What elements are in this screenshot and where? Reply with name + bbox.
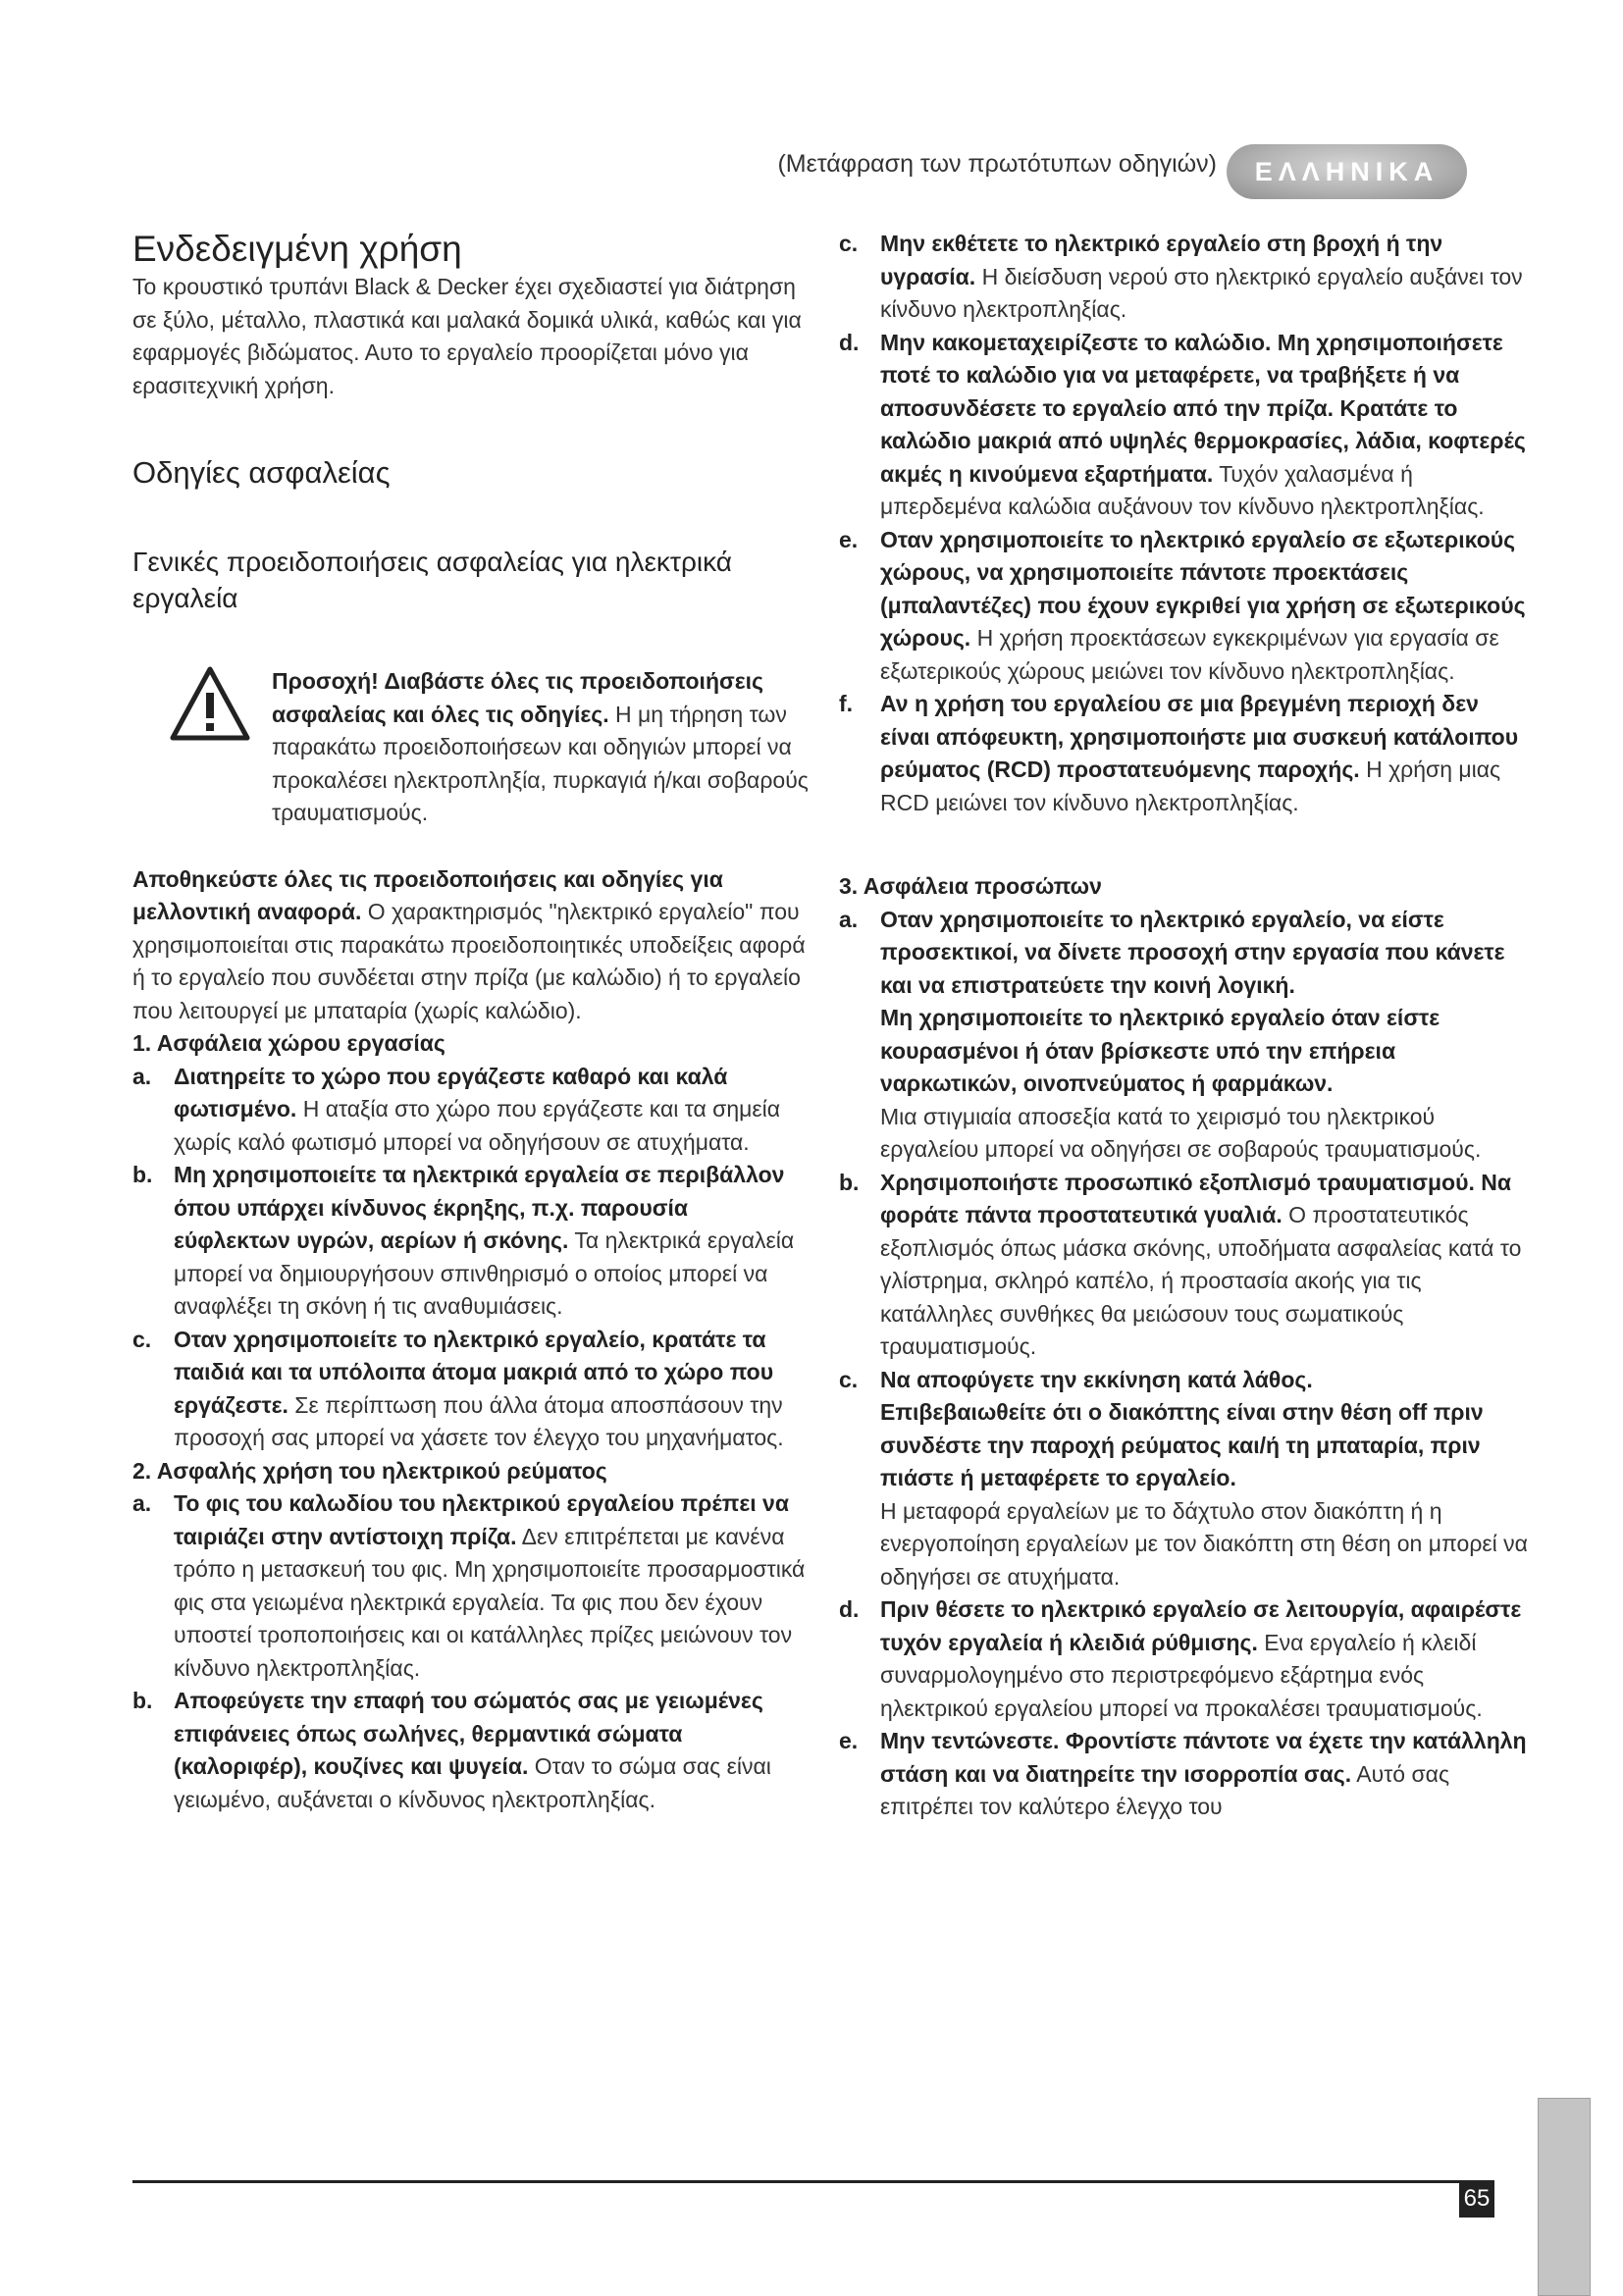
list-item	[132, 1685, 810, 1816]
item-bold: Αποφεύγετε την επαφή του σώματός σας με γειωμένες επιφάνειες όπως σωλήνες, θερμαντικά σώματα (καλοριφέρ), κουζίνες και ψυγεία.	[174, 1688, 763, 1779]
item-text: Η διείσδυση νερού στο ηλεκτρικό εργαλείο αυξάνει τον κίνδυνο ηλεκτροπληξίας.	[880, 263, 1523, 322]
warning-text	[262, 665, 810, 830]
general-warnings-title: Γενικές προειδοποιήσεις ασφαλείας για ηλεκτρικά εργαλεία	[132, 547, 732, 613]
item-bold: Μη χρησιμοποιείτε τα ηλεκτρικά εργαλεία σε περιβάλλον όπου υπάρχει κίνδυνος έκρηξης, π.χ. παρουσία εύφλεκτων υγρών, αερίων ή σκόνης.	[174, 1162, 785, 1253]
item-letter: a.	[132, 1490, 152, 1516]
item-bold: Οταν χρησιμοποιείτε το ηλεκτρικό εργαλείο, να είστε προσεκτικοί, να δίνετε προσοχή στην εργασία που κάνετε και να επιστρατεύετε την κοινή λογική.	[880, 906, 1505, 998]
item-letter: b.	[132, 1688, 153, 1713]
item-bold: Το φις του καλωδίου του ηλεκτρικού εργαλείου πρέπει να ταιριάζει στην αντίστοιχη πρίζα.	[174, 1490, 789, 1549]
section-2-title: 2. Ασφαλής χρήση του ηλεκτρικού ρεύματος	[132, 1457, 607, 1484]
item-letter: f.	[839, 691, 854, 716]
item-text: Ενα εργαλείο ή κλειδί συναρμολογημένο στο περιστρεφόμενο εξάρτημα ενός ηλεκτρικού εργαλείου μπορεί να προκαλέσει τραυματισμούς.	[880, 1629, 1483, 1721]
item-bold: Χρησιμοποιήστε προσωπικό εξοπλισμό τραυματισμού. Να φοράτε πάντα προστατευτικά γυαλιά.	[880, 1169, 1512, 1227]
keep-instructions	[132, 863, 810, 1028]
list-item	[839, 1593, 1531, 1725]
page-number: 65	[1459, 2180, 1494, 2218]
list-item	[839, 1167, 1531, 1364]
list-item	[839, 904, 1531, 1167]
item-letter: b.	[839, 1169, 860, 1195]
translation-note: (Μετάφραση των πρωτότυπων οδηγιών)	[777, 150, 1217, 178]
item-bold: Μην κακομεταχειρίζεστε το καλώδιο. Μη χρησιμοποιήσετε ποτέ το καλώδιο για να μεταφέρετε, να τραβήξετε ή να αποσυνδέσετε το εργαλείο από την πρίζα. Κρατάτε το καλώδιο μακριά από υψηλές θερμοκρασίες, λάδια, κοφτερές ακμές η κινούμενα εξαρτήματα.	[880, 329, 1526, 487]
safety-title: Οδηγίες ασφαλείας	[132, 455, 391, 490]
item-text: Δεν επιτρέπεται με κανένα τρόπο η μετασκευή του φις. Μη χρησιμοποιείτε προσαρμοστικά φις στα γειωμένα ηλεκτρικά εργαλεία. Τα φις που δεν έχουν υποστεί τροποποιήσεις και οι κατάλληλες πρίζες μειώνουν τον κίνδυνο ηλεκτροπληξίας.	[174, 1523, 806, 1681]
warning-bold: Προσοχή! Διαβάστε όλες τις προειδοποιήσεις ασφαλείας και όλες τις οδηγίες.	[272, 668, 763, 727]
list-item	[132, 1159, 810, 1324]
item-bold: Διατηρείτε το χώρο που εργάζεστε καθαρό και καλά φωτισμένο.	[174, 1063, 728, 1122]
side-thumb-tab	[1538, 2098, 1591, 2296]
item-letter: c.	[839, 1366, 859, 1392]
item-bold: Μη χρησιμοποιείτε το ηλεκτρικό εργαλείο όταν είστε κουρασμένοι ή όταν βρίσκεστε υπό την επήρεια ναρκωτικών, οινοπνεύματος ή φαρμάκων.	[880, 1005, 1440, 1096]
item-text: Μια στιγμιαία αποσεξία κατά το χειρισμό του ηλεκτρικού εργαλείου μπορεί να οδηγήσει σε σοβαρούς τραυματισμούς.	[880, 1103, 1482, 1162]
warning-block	[132, 665, 810, 830]
item-bold: Οταν χρησιμοποιείτε το ηλεκτρικό εργαλείο σε εξωτερικούς χώρους, να χρησιμοποιείτε πάντοτε προεκτάσεις (μπαλαντέζες) που έχουν εγκριθεί για χρήση σε εξωτερικούς χώρους.	[880, 526, 1526, 651]
list-item	[839, 1725, 1531, 1824]
item-letter: d.	[839, 329, 860, 355]
item-bold: Πριν θέσετε το ηλεκτρικό εργαλείο σε λειτουργία, αφαιρέστε τυχόν εργαλεία ή κλειδιά ρύθμισης.	[880, 1596, 1522, 1655]
list-item	[132, 1487, 810, 1685]
section-3-title: 3. Ασφάλεια προσώπων	[839, 873, 1102, 899]
item-letter: a.	[132, 1063, 152, 1089]
list-item	[839, 524, 1531, 689]
right-column	[839, 228, 1531, 1824]
item-text: Η χρήση μιας RCD μειώνει τον κίνδυνο ηλεκτροπληξίας.	[880, 757, 1501, 815]
item-text: Σε περίπτωση που άλλα άτομα αποσπάσουν την προσοχή σας μπορεί να χάσετε τον έλεγχο του μηχανήματος.	[174, 1391, 784, 1450]
item-text: Τυχόν χαλασμένα ή μπερδεμένα καλώδια αυξάνουν τον κίνδυνο ηλεκτροπληξίας.	[880, 460, 1485, 519]
list-item	[839, 327, 1531, 524]
section-1-title: 1. Ασφάλεια χώρου εργασίας	[132, 1030, 445, 1056]
keep-bold: Αποθηκεύστε όλες τις προειδοποιήσεις και οδηγίες για μελλοντική αναφορά.	[132, 865, 723, 924]
keep-text: Ο χαρακτηρισμός "ηλεκτρικό εργαλείο" που χρησιμοποιείται στις παρακάτω προειδοποιητικές υποδείξεις αφορά ή το εργαλείο που συνδέεται στην πρίζα (με καλώδιο) ή το εργαλείο που λειτουργεί με μπαταρία (χωρίς καλώδιο).	[132, 899, 806, 1023]
item-text: Η χρήση προεκτάσεων εγκεκριμένων για εργασία σε εξωτερικούς χώρους μειώνει τον κίνδυνο ηλεκτροπληξίας.	[880, 625, 1499, 684]
item-text: Ο προστατευτικός εξοπλισμός όπως μάσκα σκόνης, υποδήματα ασφαλείας κατά το γλίστρημα, σκληρό καπέλο, ή προστασία ακοής για τις κατάλληλες συνθήκες θα μειώσουν τους σωματικούς τραυματισμούς.	[880, 1202, 1522, 1359]
item-bold: Μην εκθέτετε το ηλεκτρικό εργαλείο στη βροχή ή την υγρασία.	[880, 231, 1443, 289]
intended-use-title: Ενδεδειγμένη χρήση	[132, 229, 462, 269]
intended-use-text: Το κρουστικό τρυπάνι Black & Decker έχει σχεδιαστεί για διάτρηση σε ξύλο, μέταλλο, πλαστικά και μαλακά δομικά υλικά, καθώς και για εφαρμογές βιδώματος. Αυτο το εργαλείο προορίζεται μόνο για ερασιτεχνική χρήση.	[132, 274, 802, 398]
item-text: Η μεταφορά εργαλείων με το δάχτυλο στον διακόπτη ή η ενεργοποίηση εργαλείων με τον διακόπτη στη θέση on μπορεί να οδηγήσει σε ατυχήματα.	[880, 1497, 1528, 1590]
item-text: Τα ηλεκτρικά εργαλεία μπορεί να δημιουργήσουν σπινθηρισμό ο οποίος μπορεί να αναφλέξει τη σκόνη ή τις αναθυμιάσεις.	[174, 1227, 795, 1319]
warning-triangle-icon	[170, 665, 250, 742]
item-text: Η αταξία στο χώρο που εργάζεστε και τα σημεία χωρίς καλό φωτισμό μπορεί να οδηγήσουν σε ατυχήματα.	[174, 1096, 781, 1155]
item-letter: d.	[839, 1596, 860, 1622]
item-letter: c.	[132, 1326, 152, 1352]
list-item	[132, 1061, 810, 1160]
list-item	[839, 688, 1531, 819]
item-bold: Οταν χρησιμοποιείτε το ηλεκτρικό εργαλείο, κρατάτε τα παιδιά και τα υπόλοιπα άτομα μακριά από το χώρο που εργάζεστε.	[174, 1326, 774, 1418]
item-text: Αυτό σας επιτρέπει τον καλύτερο έλεγχο του	[880, 1760, 1450, 1819]
item-letter: c.	[839, 231, 859, 256]
list-item	[839, 1364, 1531, 1594]
item-letter: e.	[839, 526, 859, 552]
language-tab: ΕΛΛΗΝΙΚΑ	[1227, 144, 1467, 199]
warning-rest: Η μη τήρηση των παρακάτω προειδοποιήσεων και οδηγιών μπορεί να προκαλέσει ηλεκτροπληξία, πυρκαγιά ή/και σοβαρούς τραυματισμούς.	[272, 701, 809, 825]
item-letter: a.	[839, 906, 859, 932]
list-item	[839, 228, 1531, 327]
footer-rule	[132, 2180, 1467, 2183]
left-column	[132, 228, 810, 1816]
item-text: Οταν το σώμα σας είναι γειωμένο, αυξάνεται ο κίνδυνος ηλεκτροπληξίας.	[174, 1753, 771, 1812]
item-letter: e.	[839, 1728, 859, 1753]
item-bold: Να αποφύγετε την εκκίνηση κατά λάθος.	[880, 1366, 1313, 1392]
item-bold: Επιβεβαιωθείτε ότι ο διακόπτης είναι στην θέση off πριν συνδέστε την παροχή ρεύματος και/ή τη μπαταρία, πριν πιάστε ή μεταφέρετε το εργαλείο.	[880, 1399, 1484, 1490]
item-bold: Αν η χρήση του εργαλείου σε μια βρεγμένη περιοχή δεν είναι απόφευκτη, χρησιμοποιήστε μια συσκευή κατάλοιπου ρεύματος (RCD) προστατευόμενης παροχής.	[880, 691, 1519, 782]
item-bold: Μην τεντώνεστε. Φροντίστε πάντοτε να έχετε την κατάλληλη στάση και να διατηρείτε την ισορροπία σας.	[880, 1728, 1527, 1787]
item-letter: b.	[132, 1162, 153, 1187]
list-item	[132, 1324, 810, 1455]
